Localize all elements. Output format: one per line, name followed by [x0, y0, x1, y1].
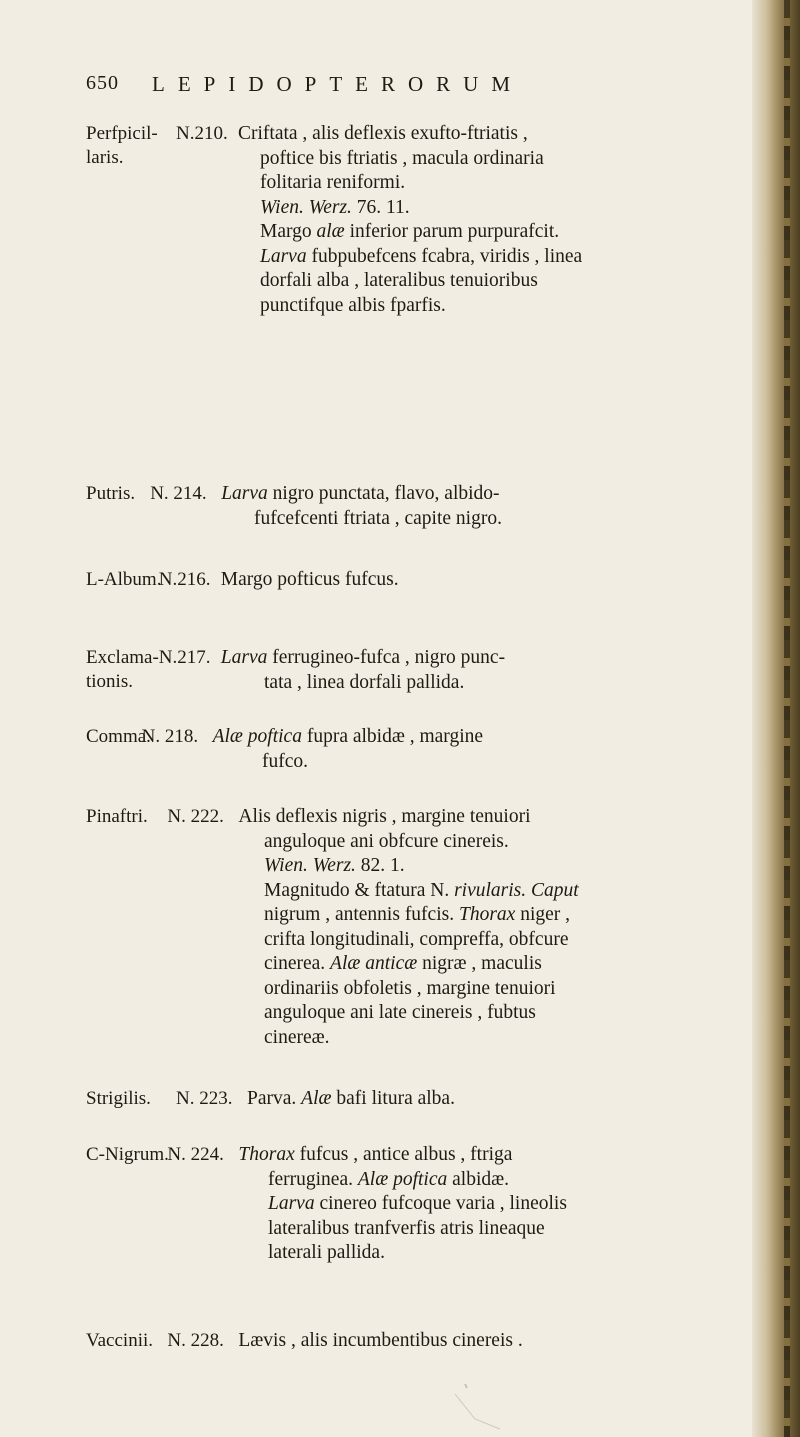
text-run: Alis deflexis nigris , margine tenuiori — [238, 806, 531, 827]
text-run: anguloque ani obfcure cinereis. — [264, 830, 509, 852]
entry-species-name: Vaccinii. — [86, 1330, 154, 1351]
entry-text-line — [264, 1026, 330, 1050]
text-run: ferrugineo-fufca , nigro punc- — [267, 647, 506, 668]
entry-text-line — [238, 805, 530, 829]
italic-term: rivularis. Caput — [454, 879, 579, 901]
entry-text-line — [264, 1001, 536, 1025]
entry-text-line — [264, 671, 464, 695]
page-binding-stripe — [784, 0, 790, 1437]
entry-text-line — [254, 507, 502, 531]
entry-text-line — [238, 1143, 512, 1167]
entry-species-name: Exclama- — [86, 647, 159, 668]
text-run: fufcefcenti ftriata , capite nigro. — [254, 507, 502, 529]
text-run: fufco. — [262, 750, 309, 772]
entry-species-name-continued: laris. — [86, 147, 124, 168]
entry-text-line — [264, 830, 509, 854]
text-run: fupra albidæ , margine — [301, 726, 484, 747]
text-run: nigrum , antennis fufcis. — [264, 904, 459, 925]
entry-text-line — [262, 750, 308, 774]
entry-text-line — [268, 1168, 509, 1192]
entry-species-name: L-Album. — [86, 569, 162, 590]
text-run: 82. 1. — [355, 855, 405, 876]
italic-term: alæ — [316, 221, 345, 242]
italic-term: Wien. Werz. — [264, 855, 356, 876]
text-run: fufcus , antice albus , ftriga — [294, 1144, 513, 1165]
entry-text-line — [260, 294, 446, 318]
entry-number: N.210. — [176, 123, 228, 144]
entry-text-line — [238, 1329, 522, 1353]
entry-species-name: Strigilis. — [86, 1088, 151, 1109]
text-run: Criftata , alis deflexis exufto-ftriatis , — [238, 123, 528, 144]
italic-term: Larva — [260, 245, 307, 267]
entry-text-line — [260, 269, 538, 293]
italic-term: Larva — [268, 1193, 315, 1214]
entry-text-line — [268, 1241, 385, 1265]
entry-number: N. 222. — [167, 806, 224, 827]
text-run: cinereo fufcoque varia , lineolis — [314, 1193, 567, 1214]
entry-text-line — [264, 854, 405, 878]
text-run: crifta longitudinali, compreffa, obfcure — [264, 928, 569, 950]
page-edge-shadow — [752, 0, 800, 1437]
entry-text-line — [213, 725, 483, 749]
entry-text-line — [238, 122, 528, 146]
entry-species-name: Perfpicil- — [86, 123, 158, 144]
entry-text-line — [221, 482, 499, 506]
text-run: nigræ , maculis — [417, 953, 542, 974]
entry-text-line — [264, 903, 570, 927]
entry-number: N.216. — [158, 569, 211, 590]
entry-text-line — [260, 245, 582, 269]
text-run: 76. 11. — [351, 196, 410, 218]
entry-text-line — [221, 646, 505, 670]
text-run: fubpubefcens fcabra, viridis , linea — [306, 245, 583, 267]
ink-smudge-mark — [445, 1374, 525, 1434]
entry-text-line — [264, 952, 542, 976]
italic-term: Alæ poftica — [212, 726, 302, 747]
text-run: laterali pallida. — [268, 1242, 385, 1263]
entry-number: N. 214. — [150, 483, 207, 504]
text-run: lateralibus tranfverfis atris lineaque — [268, 1217, 545, 1239]
text-run: bafi litura alba. — [331, 1088, 455, 1109]
entry-text-line — [260, 147, 544, 171]
text-run: dorfali alba , lateralibus tenuioribus — [260, 270, 538, 291]
page-header — [86, 72, 646, 102]
entry-number: N. 218. — [141, 726, 199, 747]
text-run: Margo pofticus fufcus. — [220, 569, 399, 590]
entry-text-line — [260, 220, 559, 244]
entry-text-line — [260, 171, 405, 195]
entry-number: N.217. — [158, 647, 211, 668]
text-run: Parva. — [247, 1088, 302, 1109]
text-run: nigro punctata, flavo, albido- — [267, 483, 500, 504]
italic-term: Alæ anticæ — [330, 953, 418, 974]
text-run: Lævis , alis incumbentibus cinereis . — [238, 1330, 523, 1351]
italic-term: Larva — [221, 483, 268, 504]
entry-species-name: Putris. — [86, 483, 136, 504]
entry-text-line — [260, 196, 410, 220]
entry-text-line — [264, 977, 556, 1001]
entry-number: N. 228. — [167, 1330, 224, 1351]
italic-term: Larva — [220, 647, 268, 668]
italic-term: Wien. Werz. — [260, 196, 352, 218]
text-run: folitaria reniformi. — [260, 172, 406, 193]
italic-term: Thorax — [238, 1144, 295, 1165]
text-run: Magnitudo & ftatura N. — [264, 879, 455, 901]
text-run: Margo — [260, 221, 317, 242]
italic-term: Alæ — [301, 1088, 332, 1109]
entry-species-name: C-Nigrum. — [86, 1144, 169, 1165]
text-run: albidæ. — [447, 1168, 509, 1190]
entry-number: N. 223. — [176, 1088, 233, 1109]
page-number: 650 — [86, 72, 119, 94]
running-title: LEPIDOPTERORUM — [152, 72, 524, 96]
entry-species-name-continued: tionis. — [86, 671, 133, 692]
entry-species-name: Pinaftri. — [86, 806, 148, 827]
entry-text-line — [247, 1087, 455, 1111]
entry-text-line — [268, 1192, 567, 1216]
entry-text-line — [268, 1217, 545, 1241]
text-run: cinerea. — [264, 953, 331, 974]
entry-number: N. 224. — [167, 1144, 224, 1165]
text-run: niger , — [515, 904, 571, 925]
text-run: inferior parum purpurafcit. — [344, 221, 560, 242]
entry-species-name: Comma. — [86, 726, 151, 747]
entry-text-line — [264, 879, 579, 903]
italic-term: Alæ poftica — [357, 1168, 448, 1190]
text-run: cinereæ. — [264, 1026, 330, 1048]
entry-text-line — [221, 568, 399, 592]
text-run: tata , linea dorfali pallida. — [264, 671, 465, 693]
text-run: ferruginea. — [268, 1168, 358, 1190]
text-run: poftice bis ftriatis , macula ordinaria — [260, 147, 544, 169]
text-run: anguloque ani late cinereis , fubtus — [264, 1002, 536, 1023]
italic-term: Thorax — [458, 904, 516, 925]
text-run: ordinariis obfoletis , margine tenuiori — [264, 977, 556, 999]
entry-text-line — [264, 928, 568, 952]
text-run: punctifque albis fparfis. — [260, 294, 446, 316]
